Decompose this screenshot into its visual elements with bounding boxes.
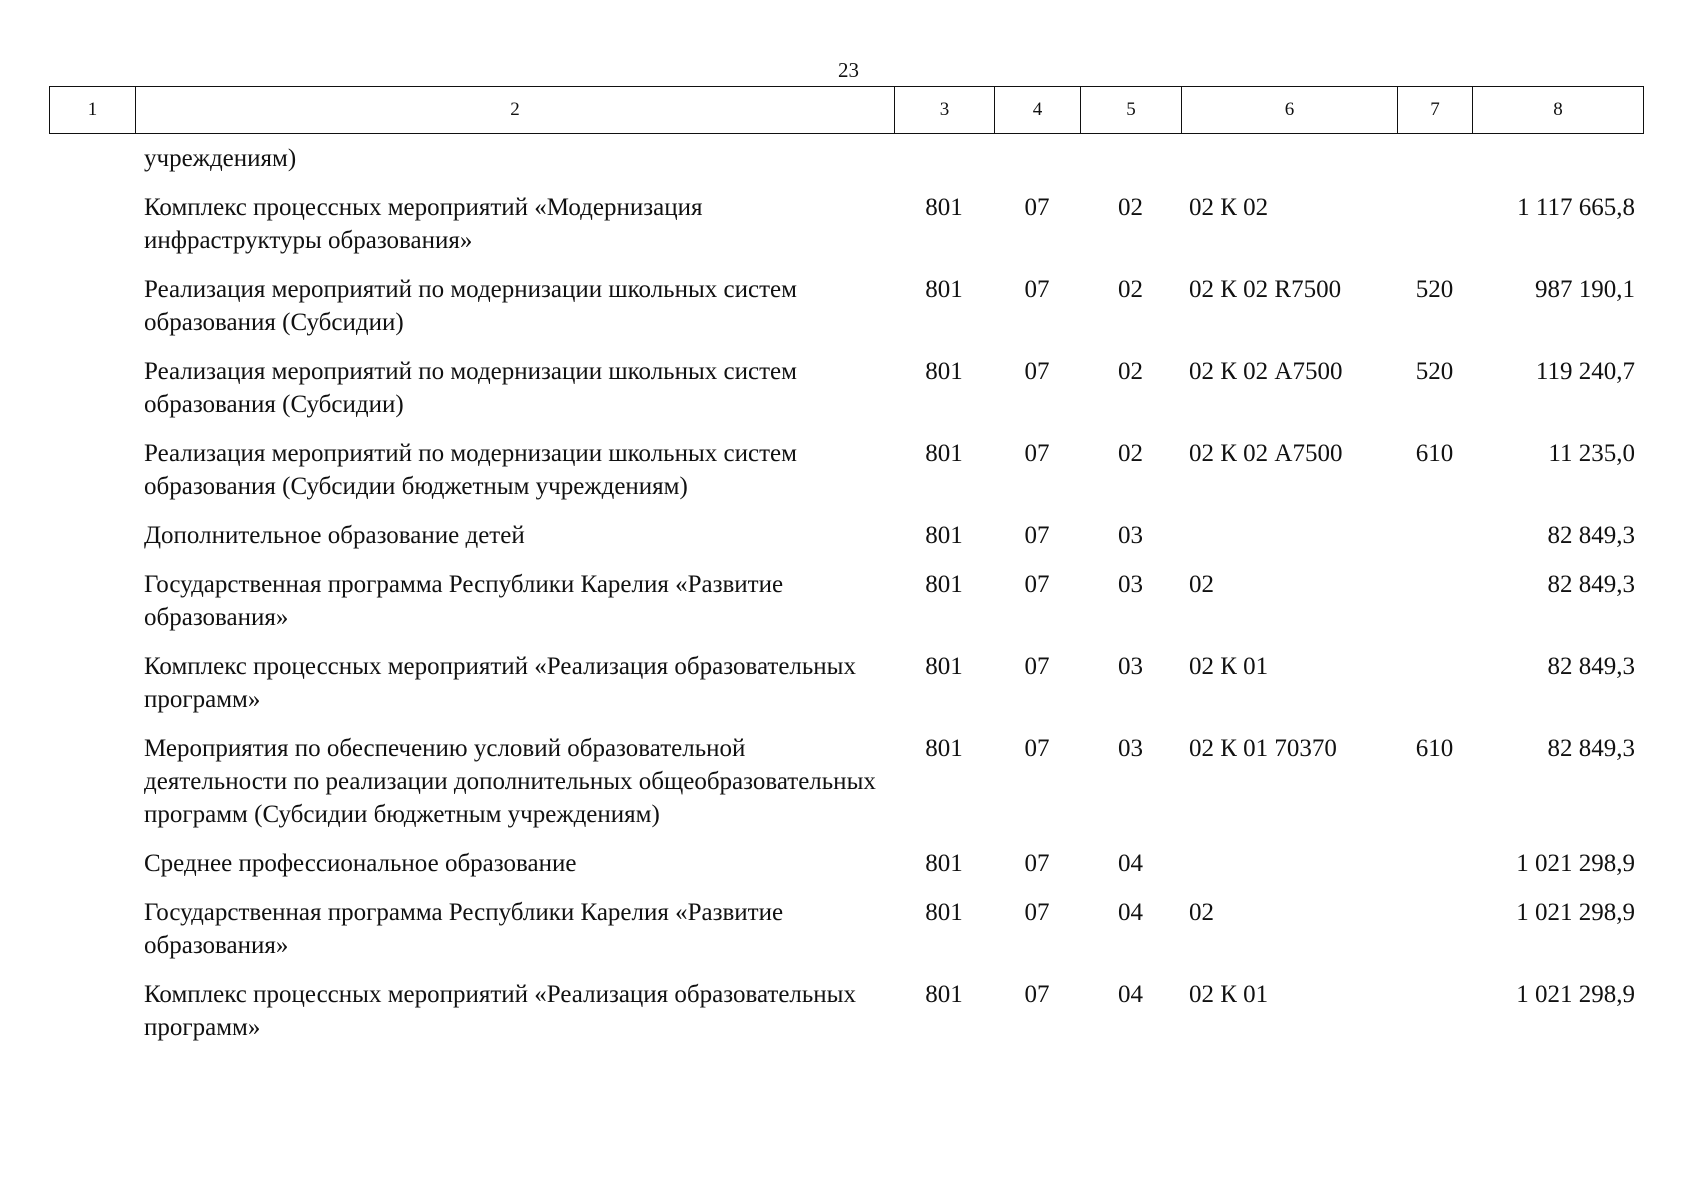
- table-row: [49, 896, 1643, 978]
- row-target-code: 02 К 02: [1189, 194, 1269, 221]
- table-row: [49, 273, 1643, 355]
- row-section-code: [994, 134, 1080, 191]
- row-section-code: 07: [1024, 194, 1050, 221]
- row-ved-code: 801: [925, 440, 963, 467]
- row-ved-code: [894, 134, 994, 191]
- row-subsection-code: 03: [1118, 735, 1143, 762]
- table-row: [49, 568, 1643, 650]
- header-cell-6: 6: [1182, 87, 1398, 134]
- row-section-code: 07: [1024, 735, 1050, 762]
- row-expense-type: [1397, 134, 1472, 191]
- row-subsection-code: 04: [1118, 850, 1143, 877]
- row-target-code: 02 К 01 70370: [1189, 735, 1337, 762]
- page-number: 23: [838, 58, 859, 82]
- budget-table: [49, 134, 1643, 1060]
- table-row: [49, 519, 1643, 568]
- header-row: [50, 87, 1644, 134]
- row-amount: 82 849,3: [1547, 653, 1635, 680]
- header-cell-5: 5: [1081, 87, 1182, 134]
- row-expense-type: [1397, 191, 1472, 273]
- table-row: [49, 437, 1643, 519]
- row-target-code: 02 К 01: [1189, 981, 1269, 1008]
- row-name: Комплекс процессных мероприятий «Модернизация инфраструктуры образования»: [144, 194, 703, 254]
- row-expense-type: [1397, 847, 1472, 896]
- row-subsection-code: 02: [1118, 276, 1143, 303]
- table-row: [49, 650, 1643, 732]
- column-number-header: [49, 86, 1644, 134]
- row-expense-type: 610: [1415, 440, 1454, 467]
- row-ved-code: 801: [925, 276, 963, 303]
- row-amount: 1 021 298,9: [1516, 899, 1635, 926]
- row-subsection-code: 02: [1118, 194, 1143, 221]
- row-ved-code: 801: [925, 735, 963, 762]
- row-section-code: 07: [1024, 440, 1050, 467]
- row-name: Мероприятия по обеспечению условий образовательной деятельности по реализации дополнительных общеобразовательных программ (Субсидии бюджетным учреждениям): [144, 735, 876, 828]
- row-amount: 82 849,3: [1547, 735, 1635, 762]
- row-ved-code: 801: [925, 571, 963, 598]
- header-cell-3: 3: [895, 87, 995, 134]
- row-name: учреждениям): [144, 145, 297, 172]
- row-subsection-code: [1080, 134, 1181, 191]
- row-amount: 1 117 665,8: [1517, 194, 1635, 221]
- header-cell-1: 1: [50, 87, 136, 134]
- row-name: Государственная программа Республики Карелия «Развитие образования»: [144, 899, 784, 959]
- row-section-code: 07: [1024, 358, 1050, 385]
- row-expense-type: [1397, 896, 1472, 978]
- header-cell-2: 2: [136, 87, 895, 134]
- table-row: [49, 978, 1643, 1060]
- table-row: [49, 732, 1643, 847]
- row-expense-type: 610: [1415, 735, 1454, 762]
- row-section-code: 07: [1024, 522, 1050, 549]
- row-amount: 1 021 298,9: [1516, 850, 1635, 877]
- header-cell-4: 4: [995, 87, 1081, 134]
- row-amount: 82 849,3: [1547, 522, 1635, 549]
- row-section-code: 07: [1024, 571, 1050, 598]
- row-section-code: 07: [1024, 653, 1050, 680]
- row-expense-type: [1397, 978, 1472, 1060]
- row-subsection-code: 04: [1118, 899, 1143, 926]
- row-target-code: 02: [1189, 899, 1214, 926]
- row-section-code: 07: [1024, 850, 1050, 877]
- row-ved-code: 801: [925, 194, 963, 221]
- row-amount: 11 235,0: [1548, 440, 1635, 467]
- row-name: Дополнительное образование детей: [144, 522, 525, 549]
- row-amount: 119 240,7: [1535, 358, 1635, 385]
- row-target-code: 02 К 02 А7500: [1189, 358, 1343, 385]
- row-name: Государственная программа Республики Карелия «Развитие образования»: [144, 571, 784, 631]
- row-amount: 987 190,1: [1535, 276, 1635, 303]
- row-name: Реализация мероприятий по модернизации школьных систем образования (Субсидии): [144, 358, 797, 418]
- row-ved-code: 801: [925, 522, 963, 549]
- row-expense-type: [1397, 519, 1472, 568]
- table-row: [49, 355, 1643, 437]
- row-amount: 82 849,3: [1547, 571, 1635, 598]
- row-subsection-code: 04: [1118, 981, 1143, 1008]
- row-subsection-code: 03: [1118, 653, 1143, 680]
- row-subsection-code: 02: [1118, 440, 1143, 467]
- row-target-code: [1181, 519, 1397, 568]
- row-expense-type: 520: [1415, 276, 1454, 303]
- row-section-code: 07: [1024, 899, 1050, 926]
- row-name: Комплекс процессных мероприятий «Реализация образовательных программ»: [144, 981, 856, 1041]
- header-cell-7: 7: [1398, 87, 1473, 134]
- row-amount: [1472, 134, 1643, 191]
- row-name: Комплекс процессных мероприятий «Реализация образовательных программ»: [144, 653, 856, 713]
- row-target-code: 02 К 02 R7500: [1189, 276, 1342, 303]
- row-expense-type: [1397, 568, 1472, 650]
- row-ved-code: 801: [925, 850, 963, 877]
- table-row: [49, 134, 1643, 191]
- row-expense-type: 520: [1415, 358, 1454, 385]
- row-section-code: 07: [1024, 276, 1050, 303]
- row-ved-code: 801: [925, 653, 963, 680]
- row-expense-type: [1397, 650, 1472, 732]
- row-name: Реализация мероприятий по модернизации школьных систем образования (Субсидии): [144, 276, 797, 336]
- header-cell-8: 8: [1473, 87, 1644, 134]
- row-ved-code: 801: [925, 358, 963, 385]
- row-ved-code: 801: [925, 899, 963, 926]
- table-row: [49, 191, 1643, 273]
- row-name: Реализация мероприятий по модернизации школьных систем образования (Субсидии бюджетным учреждениям): [144, 440, 797, 500]
- row-target-code: 02 К 01: [1189, 653, 1269, 680]
- row-subsection-code: 03: [1118, 522, 1143, 549]
- row-target-code: [1181, 847, 1397, 896]
- table-row: [49, 847, 1643, 896]
- row-name: Среднее профессиональное образование: [144, 850, 577, 877]
- row-target-code: 02: [1189, 571, 1214, 598]
- row-subsection-code: 02: [1118, 358, 1143, 385]
- row-target-code: [1181, 134, 1397, 191]
- row-section-code: 07: [1024, 981, 1050, 1008]
- row-amount: 1 021 298,9: [1516, 981, 1635, 1008]
- row-subsection-code: 03: [1118, 571, 1143, 598]
- row-target-code: 02 К 02 А7500: [1189, 440, 1343, 467]
- row-ved-code: 801: [925, 981, 963, 1008]
